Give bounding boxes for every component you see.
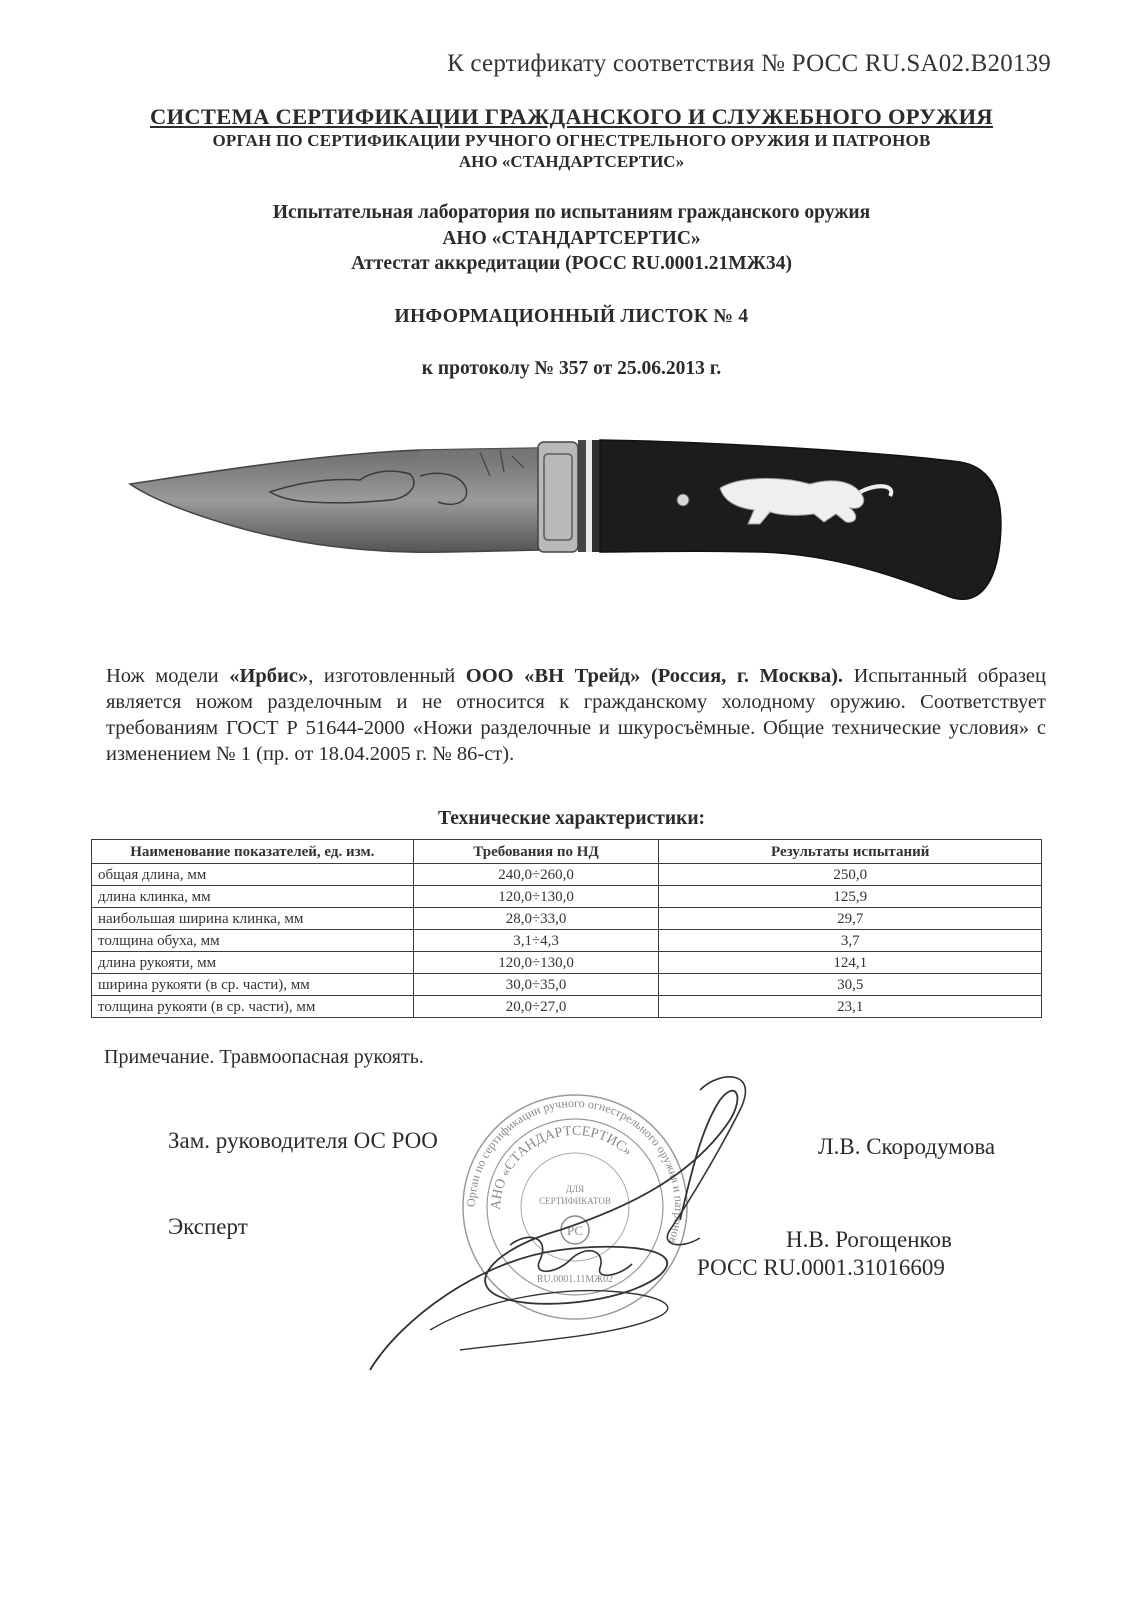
signer-role-deputy: Зам. руководителя ОС РОО [168,1128,438,1153]
stamp-outer-text: Орган по сертификации ручного огнестрельного оружия и патронов [463,1095,687,1246]
stamp-for-text: ДЛЯ [565,1184,585,1194]
parameter-name: общая длина, мм [92,864,414,886]
stamp-for-text: СЕРТИФИКАТОВ [539,1196,611,1206]
protocol-reference: к протоколу № 357 от 25.06.2013 г. [421,358,722,379]
requirement-value: 240,0÷260,0 [413,864,659,886]
table-header-row [92,840,1042,864]
manufacturer: ООО «ВН Трейд» (Россия, г. Москва). [465,665,844,687]
result-value: 30,5 [659,974,1042,996]
description-paragraph [106,663,1046,767]
result-value: 3,7 [659,930,1042,952]
certification-body-org: АНО «СТАНДАРТСЕРТИС» [458,152,685,171]
column-header: Результаты испытаний [659,840,1042,864]
description-text: Нож модели [106,665,230,687]
requirement-value: 120,0÷130,0 [413,952,659,974]
result-value: 250,0 [659,864,1042,886]
description-text: Испытанный образец является ножом разделочным и не относится к гражданскому холодному оружию. Соответствует требованиям ГОСТ Р 51644-2000 «Ножи разделочные и шкуросъёмные. Общие технические условия» с изменением № 1 (пр. от 18.04.2005 г. № 86-ст). [106,665,1047,765]
parameter-name: длина клинка, мм [92,886,414,908]
result-value: 29,7 [659,908,1042,930]
certification-body: ОРГАН ПО СЕРТИФИКАЦИИ РУЧНОГО ОГНЕСТРЕЛЬНОГО ОРУЖИЯ И ПАТРОНОВ [212,131,931,150]
system-title: СИСТЕМА СЕРТИФИКАЦИИ ГРАЖДАНСКОГО И СЛУЖЕБНОГО ОРУЖИЯ [150,104,993,129]
handwritten-signatures [360,1060,800,1390]
knife-photo [120,432,1010,622]
table-row [92,930,1042,952]
description-text: , изготовленный [308,665,466,687]
requirement-value: 30,0÷35,0 [413,974,659,996]
requirement-value: 3,1÷4,3 [413,930,659,952]
parameter-name: толщина рукояти (в ср. части), мм [92,996,414,1018]
parameter-name: наибольшая ширина клинка, мм [92,908,414,930]
parameter-name: толщина обуха, мм [92,930,414,952]
parameter-name: ширина рукояти (в ср. части), мм [92,974,414,996]
signer-name-expert: Н.В. Рогощенков [786,1227,952,1252]
requirement-value: 20,0÷27,0 [413,996,659,1018]
accreditation: Аттестат аккредитации (РОСС RU.0001.21МЖ34) [351,253,792,274]
table-row [92,886,1042,908]
column-header: Наименование показателей, ед. изм. [92,840,414,864]
table-row [92,974,1042,996]
result-value: 124,1 [659,952,1042,974]
result-value: 125,9 [659,886,1042,908]
stamp-org-text: АНО «СТАНДАРТСЕРТИС» [488,1123,635,1211]
lab-title: Испытательная лаборатория по испытаниям гражданского оружия [272,202,871,223]
expert-registration: РОСС RU.0001.31016609 [697,1255,945,1280]
note: Примечание. Травмоопасная рукоять. [104,1046,424,1068]
specs-table [91,839,1042,1018]
requirement-value: 120,0÷130,0 [413,886,659,908]
column-header: Требования по НД [413,840,659,864]
certificate-reference: К сертификату соответствия № РОСС RU.SA02.B20139 [447,50,1051,77]
result-value: 23,1 [659,996,1042,1018]
table-row [92,952,1042,974]
table-row [92,864,1042,886]
info-sheet-title: ИНФОРМАЦИОННЫЙ ЛИСТОК № 4 [394,306,749,327]
stamp-reg-text: RU.0001.11МЖ02 [536,1274,614,1285]
requirement-value: 28,0÷33,0 [413,908,659,930]
stamp-logo: РС [566,1223,584,1238]
signer-role-expert: Эксперт [168,1214,248,1239]
parameter-name: длина рукояти, мм [92,952,414,974]
lab-org: АНО «СТАНДАРТСЕРТИС» [442,228,701,249]
table-row [92,996,1042,1018]
specs-title: Технические характеристики: [437,808,706,829]
table-row [92,908,1042,930]
signer-name-deputy: Л.В. Скородумова [818,1134,996,1159]
knife-model: «Ирбис» [229,665,309,687]
